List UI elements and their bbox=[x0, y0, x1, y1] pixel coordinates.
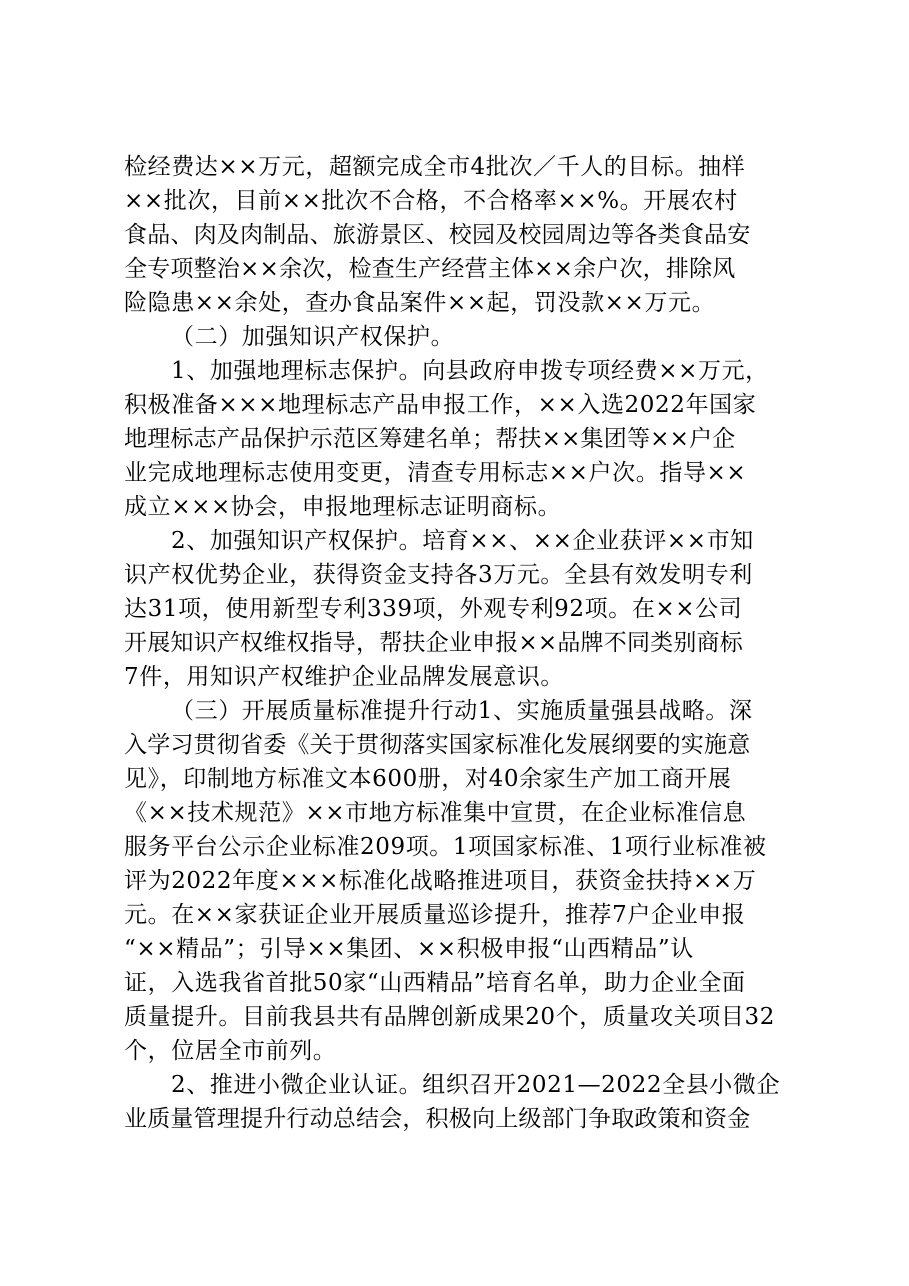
paragraph-line: 全专项整治××余次，检查生产经营主体××余户次，排除风 bbox=[124, 256, 736, 282]
paragraph-line: 开展知识产权维权指导，帮扶企业申报××品牌不同类别商标 bbox=[124, 630, 743, 656]
paragraph-line: 评为2022年度×××标准化战略推进项目，获资金扶持××万 bbox=[124, 868, 757, 894]
paragraph-line: 见》，印制地方标准文本600册，对40余家生产加工商开展 bbox=[124, 766, 732, 792]
paragraph-line: 业质量管理提升行动总结会，积极向上级部门争取政策和资金 bbox=[124, 1106, 751, 1132]
paragraph-line: 2、推进小微企业认证。组织召开2021—2022全县小微企 bbox=[171, 1072, 781, 1098]
paragraph-line: 1、加强地理标志保护。向县政府申拨专项经费××万元， bbox=[171, 358, 769, 384]
paragraph-line: 积极准备×××地理标志产品申报工作，××入选2022年国家 bbox=[124, 392, 757, 418]
paragraph-line: 达31项，使用新型专利339项，外观专利92项。在××公司 bbox=[124, 596, 743, 622]
paragraph-line: 业完成地理标志使用变更，清查专用标志××户次。指导×× bbox=[124, 460, 747, 486]
paragraph-line: 入学习贯彻省委《关于贯彻落实国家标准化发展纲要的实施意 bbox=[124, 732, 751, 758]
section-heading: （二）加强知识产权保护。 bbox=[171, 324, 455, 350]
paragraph-line: 险隐患××余处，查办食品案件××起，罚没款××万元。 bbox=[124, 290, 716, 316]
paragraph-line: 《××技术规范》××市地方标准集中宣贯，在企业标准信息 bbox=[124, 800, 747, 826]
section-heading: （三）开展质量标准提升行动1、实施质量强县战略。深 bbox=[171, 698, 753, 724]
paragraph-line: 证，入选我省首批50家“山西精品”培育名单，助力企业全面 bbox=[124, 970, 746, 996]
paragraph-line: 元。在××家获证企业开展质量巡诊提升，推荐7户企业申报 bbox=[124, 902, 746, 928]
paragraph-line: 质量提升。目前我县共有品牌创新成果20个，质量攻关项目32 bbox=[124, 1004, 775, 1030]
paragraph-line: 个，位居全市前列。 bbox=[124, 1038, 337, 1064]
paragraph-line: 检经费达××万元，超额完成全市4批次／千人的目标。抽样 bbox=[124, 154, 746, 180]
paragraph-line: 地理标志产品保护示范区筹建名单；帮扶××集团等××户企 bbox=[124, 426, 736, 452]
paragraph-line: 识产权优势企业，获得资金支持各3万元。全县有效发明专利 bbox=[124, 562, 753, 588]
paragraph-line: “××精品”；引导××集团、××积极申报“山西精品”认 bbox=[124, 936, 694, 962]
paragraph-line: 服务平台公示企业标准209项。1项国家标准、1项行业标准被 bbox=[124, 834, 767, 860]
paragraph-line: 成立×××协会，申报地理标志证明商标。 bbox=[124, 494, 562, 520]
paragraph-line: ××批次，目前××批次不合格，不合格率××%。开展农村 bbox=[124, 188, 738, 214]
paragraph-line: 2、加强知识产权保护。培育××、××企业获评××市知 bbox=[171, 528, 754, 554]
paragraph-line: 7件，用知识产权维护企业品牌发展意识。 bbox=[124, 664, 565, 690]
paragraph-line: 食品、肉及肉制品、旅游景区、校园及校园周边等各类食品安 bbox=[124, 222, 751, 248]
